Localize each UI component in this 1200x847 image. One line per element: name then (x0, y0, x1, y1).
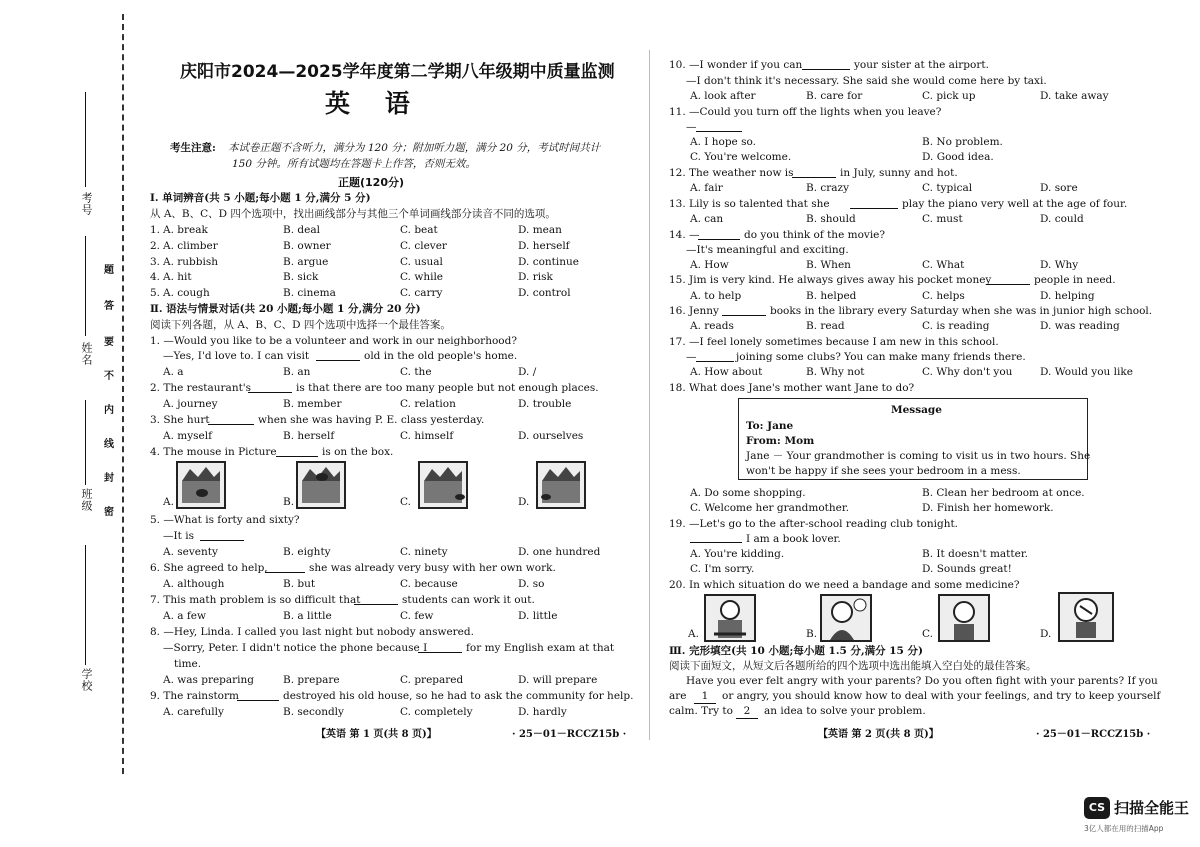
passage-line-1: Have you ever felt angry with your parents? Do you often fight with your parents? If you (686, 675, 1158, 687)
option-b: B. eighty (283, 546, 331, 558)
seal-char-2: 答 (104, 301, 114, 312)
q6-text-a: 6. She agreed to help, (150, 562, 268, 574)
passage-line-3b: an idea to solve your problem. (764, 705, 926, 717)
message-box (738, 398, 1091, 480)
q19-line-1: 19. —Let's go to the after-school reading club tonight. (669, 518, 959, 530)
section1-heading: Ⅰ. 单词辨音(共 5 小题;每小题 1 分,满分 5 分) (150, 192, 371, 204)
option-d: D. one hundred (518, 546, 601, 558)
q12-text-b: in July, sunny and hot. (840, 167, 958, 179)
option-b: B. but (283, 578, 316, 590)
option-b: B. read (806, 320, 845, 332)
footer-right-code: · 25－01－RCCZ15b · (1036, 729, 1151, 740)
seal-char-7: 封 (104, 473, 114, 484)
option-a: A. I hope so. (690, 136, 756, 148)
option-d: D. control (518, 287, 571, 299)
option-d: D. little (518, 610, 558, 622)
option-a: A. although (163, 578, 225, 590)
q3-text-b: when she was having P. E. class yesterday. (258, 414, 485, 426)
option-d: D. so (518, 578, 545, 590)
q3-text-a: 3. She hurt (150, 414, 210, 426)
option-a: A. seventy (163, 546, 218, 558)
q4-text-b: is on the box. (322, 446, 394, 458)
option-b: B. a little (283, 610, 332, 622)
option-d: D. sore (1040, 182, 1078, 194)
q15-text-a: 15. Jim is very kind. He always gives away his pocket money (669, 274, 992, 286)
label-kaohao: 考号 (80, 192, 93, 216)
q10-line-1a: 10. —I wonder if you can (669, 59, 803, 71)
q17-line-2b: joining some clubs? You can make many friends there. (736, 351, 1026, 363)
q9-text-b: destroyed his old house, so he had to ask the community for help. (283, 690, 634, 702)
passage-line-2b: or angry, you should know how to deal with your feelings, and try to keep yourself (722, 690, 1161, 702)
picture-mouse-box-c (418, 461, 468, 509)
option-a: A. How about (690, 366, 763, 378)
option-a: A. journey (163, 398, 218, 410)
q4-text-a: 4. The mouse in Picture (150, 446, 277, 458)
q14-line-1b: do you think of the movie? (744, 229, 886, 241)
option-c: C. prepared (400, 674, 464, 686)
option-d: D. hardly (518, 706, 567, 718)
answer-blank (698, 239, 740, 240)
seal-char-3: 要 (104, 337, 114, 348)
option-b: B. an (283, 366, 311, 378)
q13-text-a: 13. Lily is so talented that she (669, 198, 830, 210)
answer-blank (696, 361, 734, 362)
scanner-logo-icon: CS (1084, 797, 1110, 819)
question-number: 5. (150, 287, 161, 299)
option-a: A. look after (690, 90, 756, 102)
option-b: B. member (283, 398, 342, 410)
option-b: B. prepare (283, 674, 340, 686)
q10-line-1b: your sister at the airport. (854, 59, 989, 71)
passage-blank-1: 1 (694, 690, 716, 704)
seal-char-5: 内 (104, 405, 114, 416)
label-xingming: 姓名 (80, 342, 93, 366)
passage-blank-2: 2 (736, 705, 758, 719)
option-c: C. (922, 628, 933, 640)
question-number: 4. (150, 271, 161, 283)
picture-situation-c (938, 594, 990, 642)
line-xingming (85, 236, 86, 336)
option-b: B. Clean her bedroom at once. (922, 487, 1085, 499)
seal-char-6: 线 (104, 439, 114, 450)
q12-text-a: 12. The weather now is (669, 167, 794, 179)
answer-blank (265, 572, 305, 573)
q13-text-b: play the piano very well at the age of four. (902, 198, 1128, 210)
option-c: C. clever (400, 240, 447, 252)
message-body-line-2: won't be happy if she sees your bedroom in a mess. (746, 465, 1021, 477)
option-a: A. can (690, 213, 724, 225)
option-c: C. Welcome her grandmother. (690, 502, 850, 514)
q8-line-3: time. (174, 658, 202, 670)
q17-line-1: 17. —I feel lonely sometimes because I am new in this school. (669, 336, 999, 348)
option-b: B. Why not (806, 366, 865, 378)
option-b: B. secondly (283, 706, 344, 718)
option-a: A. rubbish (163, 256, 218, 268)
option-d: D. risk (518, 271, 553, 283)
option-b: B. owner (283, 240, 331, 252)
q8-line-1: 8. —Hey, Linda. I called you last night but nobody answered. (150, 626, 474, 638)
q10-line-2: —I don't think it's necessary. She said she would come here by taxi. (686, 75, 1047, 87)
notice-line-1: 本试卷正题不含听力，满分为 120 分；附加听力题，满分 20 分，考试时间共计 (228, 142, 601, 154)
section1-instruction: 从 A、B、C、D 四个选项中，找出画线部分与其他三个单词画线部分读音不同的选项。 (150, 208, 556, 220)
option-a: A. (163, 496, 174, 508)
section3-heading: Ⅲ. 完形填空(共 10 小题;每小题 1.5 分,满分 15 分) (669, 645, 923, 657)
q15-text-b: people in need. (1034, 274, 1116, 286)
option-a: A. (688, 628, 699, 640)
q6-text-b: she was already very busy with her own work. (309, 562, 556, 574)
option-c: C. What (922, 259, 965, 271)
q9-text-a: 9. The rainstorm (150, 690, 239, 702)
option-a: A. a (163, 366, 184, 378)
option-a: A. You're kidding. (690, 548, 785, 560)
option-d: D. continue (518, 256, 580, 268)
q1-line-2b: old in the old people's home. (364, 350, 518, 362)
option-c: C. typical (922, 182, 973, 194)
option-a: A. a few (163, 610, 206, 622)
q14-line-2: —It's meaningful and exciting. (686, 244, 849, 256)
question-number: 2. (150, 240, 161, 252)
answer-blank (986, 284, 1030, 285)
option-a: A. myself (163, 430, 212, 442)
line-kaohao (85, 92, 86, 187)
option-c: C. beat (400, 224, 438, 236)
option-b: B. sick (283, 271, 319, 283)
option-c: C. helps (922, 290, 965, 302)
line-banji (85, 400, 86, 485)
q11-line-1: 11. —Could you turn off the lights when you leave? (669, 106, 942, 118)
option-c: C. himself (400, 430, 454, 442)
option-c: C. You're welcome. (690, 151, 792, 163)
scanner-slogan: 3亿人都在用的扫描App (1084, 824, 1164, 833)
message-to: To: Jane (746, 420, 794, 432)
answer-blank (792, 177, 836, 178)
option-a: A. climber (163, 240, 218, 252)
option-b: B. It doesn't matter. (922, 548, 1029, 560)
message-body-line-1: Jane － Your grandmother is coming to visit us in two hours. She (746, 450, 1091, 462)
section3-instruction: 阅读下面短文，从短文后各题所给的四个选项中选出能填入空白处的最佳答案。 (669, 660, 1037, 672)
main-section-title: 正题(120分) (338, 176, 405, 189)
answer-blank (690, 542, 742, 543)
option-d: D. ourselves (518, 430, 584, 442)
option-c: C. because (400, 578, 458, 590)
option-d: D. (1040, 628, 1052, 640)
notice-line-2: 150 分钟。所有试题均在答题卡上作答，否则无效。 (232, 158, 476, 170)
scanner-app-name: 扫描全能王 (1114, 799, 1190, 817)
seal-char-4: 不 (104, 371, 114, 382)
option-b: B. herself (283, 430, 335, 442)
section2-heading: Ⅱ. 语法与情景对话(共 20 小题;每小题 1 分,满分 20 分) (150, 303, 421, 315)
option-d: D. mean (518, 224, 562, 236)
option-c: C. relation (400, 398, 456, 410)
option-d: D. could (1040, 213, 1084, 225)
passage-line-3a: calm. Try to (669, 705, 733, 717)
option-b: B. should (806, 213, 856, 225)
option-c: C. few (400, 610, 434, 622)
notice-label: 考生注意: (170, 142, 216, 154)
q5-line-2: —It is (163, 530, 194, 542)
option-a: A. was preparing (163, 674, 255, 686)
option-d: D. trouble (518, 398, 572, 410)
option-c: C. ninety (400, 546, 448, 558)
passage-line-2a: are (669, 690, 687, 702)
q8-line-2b: for my English exam at that (466, 642, 615, 654)
option-a: A. reads (690, 320, 734, 332)
answer-blank (418, 652, 462, 653)
option-d: D. was reading (1040, 320, 1120, 332)
option-d: D. Why (1040, 259, 1079, 271)
option-d: D. will prepare (518, 674, 598, 686)
q16-text-a: 16. Jenny (669, 305, 719, 317)
answer-blank (696, 131, 742, 132)
option-a: A. cough (163, 287, 210, 299)
option-c: C. pick up (922, 90, 976, 102)
option-a: A. hit (163, 271, 192, 283)
option-c: C. (400, 496, 411, 508)
page-divider (649, 50, 650, 740)
option-d: D. herself (518, 240, 570, 252)
option-b: B. helped (806, 290, 857, 302)
option-d: D. (518, 496, 530, 508)
option-c: C. while (400, 271, 444, 283)
exam-title: 庆阳市2024—2025学年度第二学期八年级期中质量监测 (180, 62, 615, 82)
seal-char-8: 密 (104, 507, 114, 518)
option-a: A. carefully (163, 706, 224, 718)
footer-left-page: 【英语 第 1 页(共 8 页)】 (316, 729, 437, 740)
option-d: D. Finish her homework. (922, 502, 1054, 514)
seal-char-1: 题 (104, 265, 114, 276)
option-d: D. helping (1040, 290, 1095, 302)
option-b: B. No problem. (922, 136, 1003, 148)
option-d: D. / (518, 366, 537, 378)
exam-subject: 英 语 (325, 89, 410, 118)
footer-left-code: · 25－01－RCCZ15b · (512, 729, 627, 740)
option-d: D. Sounds great! (922, 563, 1012, 575)
answer-blank (208, 424, 254, 425)
option-b: B. cinema (283, 287, 336, 299)
line-xuexiao (85, 545, 86, 665)
option-d: D. take away (1040, 90, 1109, 102)
label-xuexiao: 学校 (80, 668, 93, 692)
option-b: B. (283, 496, 295, 508)
picture-situation-d (1058, 592, 1114, 642)
option-d: D. Would you like (1040, 366, 1133, 378)
answer-blank (850, 208, 898, 209)
q7-text-a: 7. This math problem is so difficult that (150, 594, 361, 606)
q19-line-2: I am a book lover. (746, 533, 841, 545)
q2-text-a: 2. The restaurant's (150, 382, 252, 394)
message-from: From: Mom (746, 435, 815, 447)
option-b: B. deal (283, 224, 320, 236)
option-c: C. I'm sorry. (690, 563, 755, 575)
q5-line-1: 5. —What is forty and sixty? (150, 514, 300, 526)
option-b: B. When (806, 259, 851, 271)
option-b: B. (806, 628, 818, 640)
option-b: B. care for (806, 90, 863, 102)
question-number: 3. (150, 256, 161, 268)
option-a: A. How (690, 259, 729, 271)
option-c: C. must (922, 213, 963, 225)
option-a: A. Do some shopping. (690, 487, 806, 499)
q2-text-b: is that there are too many people but not enough places. (296, 382, 599, 394)
option-c: C. usual (400, 256, 443, 268)
answer-blank (276, 456, 318, 457)
q18-line-1: 18. What does Jane's mother want Jane to do? (669, 382, 915, 394)
answer-blank (316, 360, 360, 361)
answer-blank (722, 315, 766, 316)
question-number: 1. (150, 224, 161, 236)
answer-blank (354, 604, 398, 605)
q16-text-b: books in the library every Saturday when she was in junior high school. (770, 305, 1153, 317)
option-c: C. completely (400, 706, 473, 718)
answer-blank (802, 69, 850, 70)
option-b: B. argue (283, 256, 329, 268)
option-c: C. carry (400, 287, 443, 299)
q7-text-b: students can work it out. (402, 594, 535, 606)
picture-mouse-box-b (296, 461, 346, 509)
option-d: D. Good idea. (922, 151, 994, 163)
option-c: C. Why don't you (922, 366, 1013, 378)
answer-blank (237, 700, 279, 701)
picture-situation-b (820, 594, 872, 642)
option-a: A. fair (690, 182, 723, 194)
footer-right-page: 【英语 第 2 页(共 8 页)】 (818, 729, 939, 740)
q1-line-1: 1. —Would you like to be a volunteer and work in our neighborhood? (150, 335, 517, 347)
message-title: Message (891, 404, 942, 416)
q11-line-2: — (686, 121, 697, 133)
section2-instruction: 阅读下列各题，从 A、B、C、D 四个选项中选择一个最佳答案。 (150, 319, 451, 331)
answer-blank (248, 392, 292, 393)
q1-line-2a: —Yes, I'd love to. I can visit (163, 350, 310, 362)
q14-line-1a: 14. — (669, 229, 700, 241)
label-banji: 班级 (80, 488, 93, 512)
q20-line-1: 20. In which situation do we need a bandage and some medicine? (669, 579, 1020, 591)
option-b: B. crazy (806, 182, 850, 194)
picture-situation-a (704, 594, 756, 642)
option-a: A. to help (690, 290, 742, 302)
picture-mouse-box-a (176, 461, 226, 509)
answer-blank (200, 540, 244, 541)
q8-line-2a: —Sorry, Peter. I didn't notice the phone because I (163, 642, 428, 654)
picture-mouse-box-d (536, 461, 586, 509)
option-c: C. the (400, 366, 432, 378)
q17-line-2a: — (686, 351, 697, 363)
binding-dashed-line (122, 14, 124, 774)
option-a: A. break (163, 224, 208, 236)
option-c: C. is reading (922, 320, 990, 332)
